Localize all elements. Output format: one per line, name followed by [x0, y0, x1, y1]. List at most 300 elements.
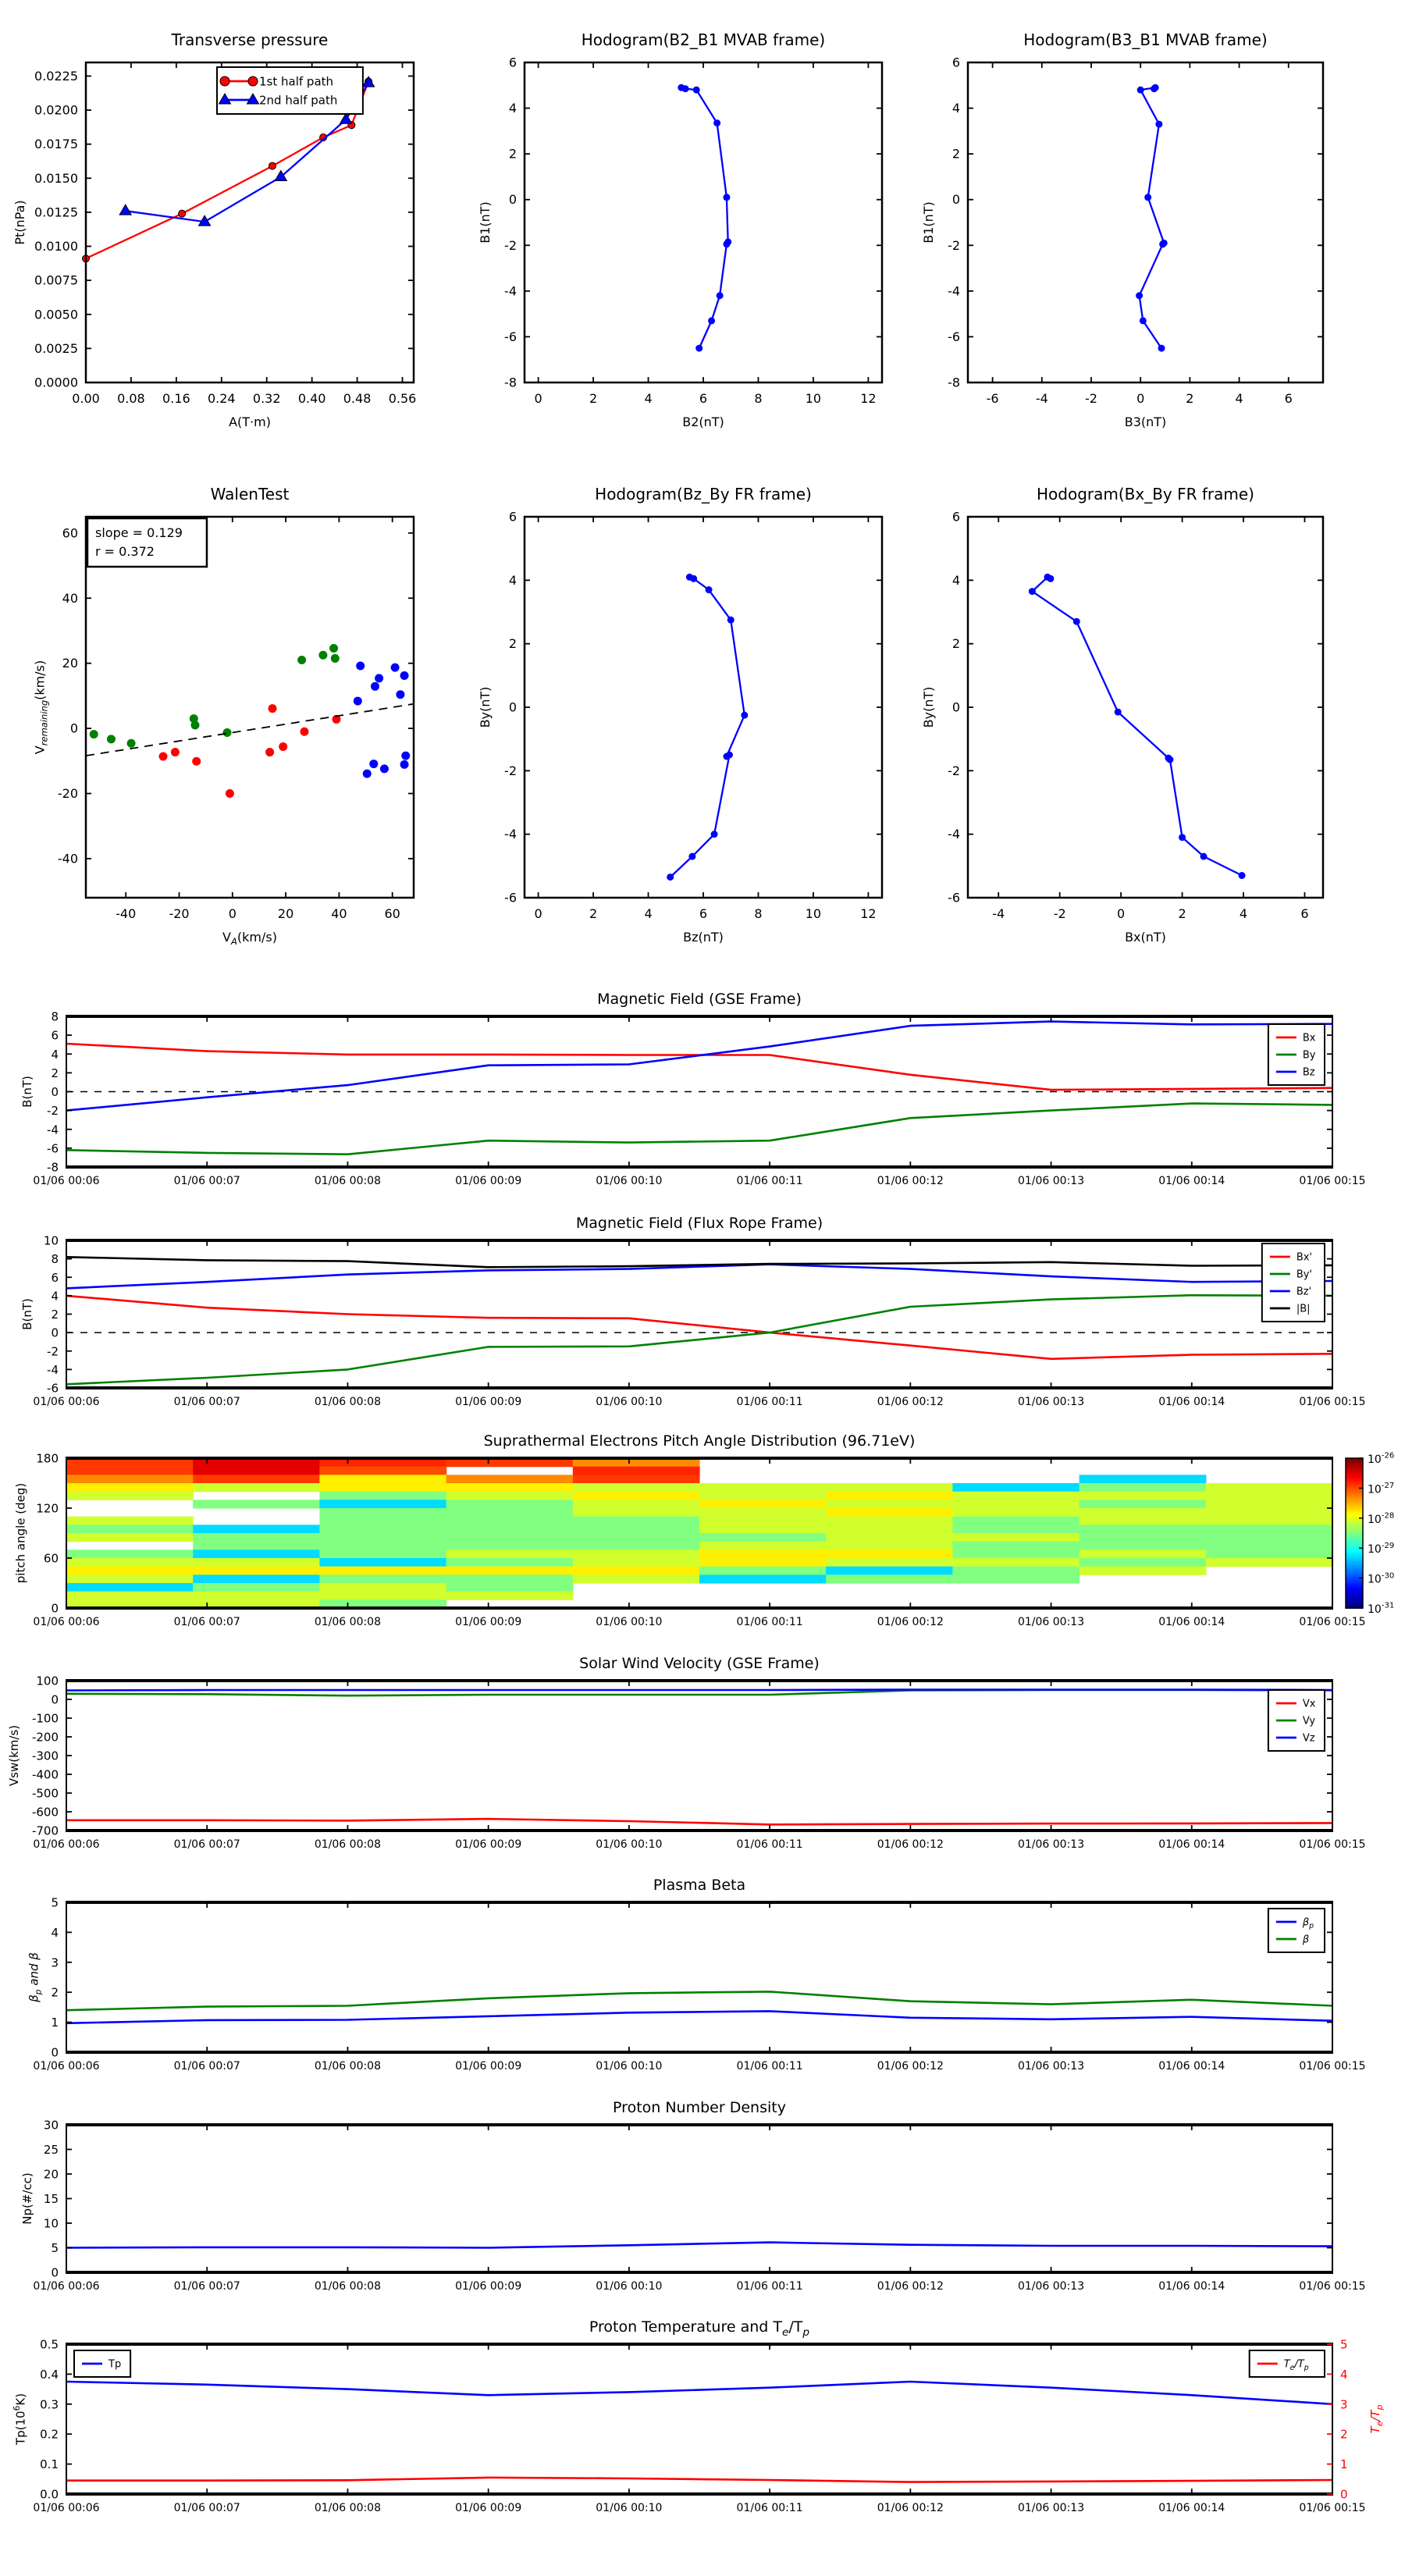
svg-text:Bx': Bx'	[1296, 1251, 1313, 1264]
x-tick-label: 6	[699, 906, 708, 921]
x-tick-label: 0	[1136, 391, 1145, 406]
x-axis-label: Bz(nT)	[683, 930, 724, 945]
y-tick-label: 5	[51, 2241, 59, 2255]
y-tick-label: -8	[47, 1160, 59, 1175]
y-tick-label: 60	[62, 525, 78, 541]
x-tick-label: 0.16	[162, 391, 190, 406]
y-tick-label: 6	[951, 55, 960, 70]
x-tick-label: 01/06 00:06	[33, 2280, 100, 2293]
y-axis-label: By(nT)	[921, 686, 936, 728]
y-tick-label: -6	[504, 329, 517, 344]
y-tick-label: 5	[51, 1895, 59, 1910]
y-axis-label: Vsw(km/s)	[7, 1724, 21, 1787]
x-tick-label: 01/06 00:07	[173, 2280, 240, 2293]
right-y-tick-label: 3	[1340, 2397, 1348, 2412]
walen-test-plot	[8, 459, 461, 966]
x-tick-label: 12	[860, 906, 877, 921]
x-tick-label: 01/06 00:14	[1158, 1396, 1225, 1408]
x-tick-label: -6	[986, 391, 999, 406]
x-tick-label: 6	[699, 391, 708, 406]
y-tick-label: 4	[51, 1289, 59, 1304]
y-tick-label: -40	[57, 851, 78, 866]
temp-svg	[0, 2304, 1405, 2553]
x-tick-label: 01/06 00:08	[314, 1616, 382, 1628]
x-tick-label: 01/06 00:08	[314, 1838, 382, 1851]
transverse-pressure-plot	[8, 8, 461, 454]
y-axis-label: B1(nT)	[921, 201, 936, 244]
y-tick-label: -8	[948, 375, 960, 390]
y-tick-label: -6	[47, 1381, 59, 1396]
y-tick-label: 0	[508, 192, 517, 208]
beta-svg	[0, 1862, 1405, 2082]
x-tick-label: 01/06 00:06	[33, 2502, 100, 2514]
legend	[1250, 2350, 1325, 2377]
x-tick-label: 01/06 00:15	[1299, 1838, 1366, 1851]
x-tick-label: 01/06 00:15	[1299, 1396, 1366, 1408]
legend	[74, 2350, 130, 2377]
x-tick-label: 01/06 00:10	[596, 2502, 663, 2514]
y-tick-label: 4	[951, 572, 960, 588]
y-tick-label: -200	[31, 1730, 59, 1745]
x-tick-label: 01/06 00:13	[1017, 2060, 1085, 2073]
x-tick-label: 01/06 00:12	[877, 1396, 944, 1408]
y-tick-label: 8	[51, 1252, 59, 1267]
series-Bx	[66, 1044, 1332, 1090]
x-tick-label: 01/06 00:11	[736, 1396, 803, 1408]
x-tick-label: 01/06 00:06	[33, 1396, 100, 1408]
x-tick-label: 01/06 00:11	[736, 1616, 803, 1628]
x-tick-label: 8	[754, 391, 763, 406]
svg-text:1st half path: 1st half path	[259, 74, 334, 89]
colorbar-tick-label: $10^{-28}$	[1368, 1511, 1395, 1526]
x-tick-label: 0.24	[207, 391, 236, 406]
legend	[1262, 1244, 1325, 1322]
x-tick-label: 4	[1235, 391, 1243, 406]
y-axis-label: B(nT)	[20, 1298, 34, 1330]
series-Te/Tp	[66, 2478, 1332, 2482]
x-tick-label: -4	[992, 906, 1005, 921]
y-tick-label: 0.0175	[34, 137, 78, 152]
y-tick-label: 4	[508, 572, 517, 588]
y-tick-label: 100	[36, 1674, 59, 1688]
x-tick-label: 6	[1284, 391, 1293, 406]
x-tick-label: 01/06 00:12	[877, 1616, 944, 1628]
x-tick-label: 01/06 00:09	[455, 1175, 522, 1187]
svg-text:Vz: Vz	[1302, 1732, 1315, 1745]
x-tick-label: 01/06 00:09	[455, 1616, 522, 1628]
y-axis-label: By(nT)	[478, 686, 493, 728]
annotation-box	[87, 518, 207, 567]
right-y-tick-label: 2	[1340, 2427, 1348, 2442]
x-axis-label: $V_A(km/s)$	[222, 930, 277, 947]
x-tick-label: 0.56	[388, 391, 417, 406]
right-y-axis-label: $T_e/T_p$	[1368, 2404, 1385, 2434]
x-axis-label: B3(nT)	[1124, 415, 1167, 429]
y-tick-label: 8	[51, 1009, 59, 1024]
svg-text:By: By	[1302, 1049, 1316, 1062]
y-tick-label: -4	[504, 283, 517, 299]
chart-title: Hodogram(B2_B1 MVAB frame)	[581, 30, 826, 49]
y-tick-label: 0.0025	[34, 340, 78, 356]
y-tick-label: 15	[43, 2192, 59, 2206]
chart-title: Solar Wind Velocity (GSE Frame)	[579, 1655, 820, 1672]
y-tick-label: 1	[51, 2016, 59, 2030]
x-tick-label: 01/06 00:14	[1158, 1175, 1225, 1187]
y-axis-label: Np(#/cc)	[20, 2172, 34, 2225]
transverse_pressure-svg	[8, 8, 461, 454]
legend	[217, 67, 363, 114]
x-tick-label: 01/06 00:14	[1158, 2502, 1225, 2514]
y-tick-label: 60	[43, 1551, 59, 1566]
x-tick-label: 4	[644, 391, 653, 406]
x-tick-label: 01/06 00:08	[314, 1396, 382, 1408]
x-tick-label: 01/06 00:13	[1017, 1396, 1085, 1408]
y-tick-label: 0.0075	[34, 272, 78, 288]
x-tick-label: 4	[644, 906, 653, 921]
y-tick-label: -2	[948, 237, 960, 253]
series-fit	[86, 704, 414, 756]
x-tick-label: 01/06 00:07	[173, 1175, 240, 1187]
y-tick-label: 0	[51, 2045, 59, 2060]
x-tick-label: 01/06 00:12	[877, 2502, 944, 2514]
y-tick-label: 6	[508, 509, 517, 525]
x-tick-label: 2	[1178, 906, 1186, 921]
velocity-svg	[0, 1640, 1405, 1860]
series-By	[66, 1104, 1332, 1155]
x-tick-label: 0.48	[343, 391, 372, 406]
x-tick-label: 01/06 00:10	[596, 2280, 663, 2293]
series-|B|	[66, 1257, 1332, 1267]
x-tick-label: 01/06 00:07	[173, 1396, 240, 1408]
series-B3_B1	[1136, 84, 1168, 352]
y-tick-label: -8	[504, 375, 517, 390]
y-tick-label: 2	[51, 1308, 59, 1322]
right-y-tick-label: 4	[1340, 2367, 1348, 2382]
x-tick-label: 01/06 00:15	[1299, 2280, 1366, 2293]
y-tick-label: 6	[508, 55, 517, 70]
x-tick-label: 0.32	[252, 391, 281, 406]
x-tick-label: -2	[1053, 906, 1066, 921]
y-tick-label: 4	[508, 101, 517, 116]
x-tick-label: -40	[116, 906, 137, 921]
hodogram_bzby-svg	[437, 459, 905, 966]
pitch-angle-distribution-panel	[0, 1418, 1405, 1638]
y-tick-label: 0.0100	[34, 239, 78, 254]
x-tick-label: 01/06 00:10	[596, 1838, 663, 1851]
svg-text:2nd half path: 2nd half path	[259, 93, 338, 108]
chart-title: Suprathermal Electrons Pitch Angle Distribution (96.71eV)	[483, 1432, 916, 1450]
y-tick-label: 2	[51, 1985, 59, 2000]
y-tick-label: 0	[51, 2265, 59, 2280]
x-tick-label: 8	[754, 906, 763, 921]
y-tick-label: 20	[62, 656, 78, 671]
x-tick-label: 01/06 00:14	[1158, 2280, 1225, 2293]
series-Tp	[66, 2382, 1332, 2404]
y-axis-label: $Tp(10^6K)$	[11, 2393, 28, 2446]
heatmap-cells	[66, 1458, 1333, 1609]
colorbar-tick-label: $10^{-31}$	[1368, 1601, 1395, 1616]
x-tick-label: 0	[534, 391, 542, 406]
y-tick-label: 0.0	[40, 2487, 59, 2502]
x-axis-label: A(T·m)	[229, 415, 271, 429]
svg-text:Bz: Bz	[1302, 1066, 1315, 1079]
svg-text:|B|: |B|	[1296, 1303, 1311, 1315]
x-tick-label: 01/06 00:13	[1017, 1175, 1085, 1187]
y-tick-label: -4	[47, 1362, 59, 1377]
y-tick-label: -4	[47, 1123, 59, 1137]
legend	[1268, 1690, 1325, 1751]
series-beta_p	[66, 2011, 1332, 2023]
y-tick-label: 180	[36, 1451, 59, 1466]
colorbar-tick-label: $10^{-27}$	[1368, 1482, 1395, 1496]
x-tick-label: 01/06 00:08	[314, 2060, 382, 2073]
x-tick-label: 01/06 00:11	[736, 2280, 803, 2293]
chart-title: Proton Temperature and $T_e/T_p$	[589, 2318, 810, 2339]
y-tick-label: -6	[47, 1141, 59, 1156]
y-tick-label: 0.0200	[34, 102, 78, 118]
y-tick-label: 2	[951, 146, 960, 162]
series-Bz	[66, 1022, 1332, 1111]
x-tick-label: 01/06 00:11	[736, 2060, 803, 2073]
y-tick-label: -4	[948, 827, 960, 842]
x-tick-label: 10	[805, 391, 822, 406]
y-tick-label: -600	[31, 1805, 59, 1820]
series-Bz'	[66, 1265, 1332, 1289]
y-tick-label: 0	[508, 699, 517, 715]
chart-title: Magnetic Field (Flux Rope Frame)	[575, 1215, 823, 1232]
x-tick-label: 4	[1239, 906, 1248, 921]
y-tick-label: 0.2	[40, 2427, 59, 2442]
right-y-tick-label: 1	[1340, 2457, 1348, 2472]
y-tick-label: 6	[51, 1270, 59, 1285]
y-tick-label: -6	[948, 890, 960, 906]
y-tick-label: 4	[951, 101, 960, 116]
x-tick-label: 0.00	[72, 391, 100, 406]
series-B2_B1	[678, 84, 731, 352]
x-tick-label: 01/06 00:11	[736, 2502, 803, 2514]
chart-title: Hodogram(Bz_By FR frame)	[595, 485, 812, 503]
y-tick-label: -2	[47, 1104, 59, 1119]
x-tick-label: 01/06 00:12	[877, 1175, 944, 1187]
y-tick-label: -500	[31, 1786, 59, 1801]
svg-text:β: β	[1302, 1934, 1310, 1946]
y-axis-label: $\beta_p$ and β	[27, 1952, 44, 2002]
y-axis-label: B(nT)	[20, 1076, 34, 1108]
x-tick-label: 40	[331, 906, 347, 921]
svg-text:βp: $\beta_p$	[1302, 1916, 1314, 1930]
x-tick-label: 01/06 00:14	[1158, 1838, 1225, 1851]
x-tick-label: 01/06 00:07	[173, 2502, 240, 2514]
proton-temperature-panel	[0, 2304, 1405, 2553]
right-y-tick-label: 0	[1340, 2487, 1348, 2502]
y-axis-label: B1(nT)	[478, 201, 493, 244]
y-tick-label: -2	[504, 763, 517, 778]
svg-text:Bx: Bx	[1302, 1032, 1316, 1044]
x-tick-label: 01/06 00:15	[1299, 2502, 1366, 2514]
x-tick-label: 01/06 00:09	[455, 2280, 522, 2293]
svg-text:By': By'	[1296, 1268, 1313, 1281]
chart-title: Plasma Beta	[653, 1877, 746, 1894]
x-tick-label: 20	[277, 906, 294, 921]
y-tick-label: 4	[51, 1047, 59, 1062]
chart-title: Proton Number Density	[613, 2099, 786, 2116]
y-tick-label: 10	[43, 2216, 59, 2231]
series-By'	[66, 1295, 1332, 1384]
y-tick-label: 0.0000	[34, 375, 78, 390]
hodogram_b3b1-svg	[882, 8, 1382, 454]
x-tick-label: -2	[1085, 391, 1097, 406]
chart-title: Hodogram(B3_B1 MVAB frame)	[1023, 30, 1268, 49]
walen_test-svg	[8, 459, 461, 966]
y-tick-label: 6	[51, 1028, 59, 1043]
x-tick-label: 6	[1300, 906, 1309, 921]
x-tick-label: 01/06 00:08	[314, 2502, 382, 2514]
x-tick-label: 01/06 00:13	[1017, 2502, 1085, 2514]
y-tick-label: 0.4	[40, 2367, 59, 2382]
y-axis-label: $V_{remaining}(km/s)$	[32, 660, 50, 755]
colorbar-tick-label: $10^{-26}$	[1368, 1451, 1395, 1466]
annotation-line: slope = 0.129	[95, 525, 183, 540]
x-tick-label: 2	[1186, 391, 1194, 406]
y-tick-label: 10	[43, 1233, 59, 1248]
right-y-tick-label: 5	[1340, 2337, 1348, 2352]
y-tick-label: 0	[51, 1085, 59, 1099]
x-tick-label: 01/06 00:09	[455, 2502, 522, 2514]
y-tick-label: 6	[951, 509, 960, 525]
x-tick-label: 01/06 00:10	[596, 1175, 663, 1187]
chart-title: Transverse pressure	[171, 30, 329, 49]
y-tick-label: 0.0125	[34, 205, 78, 220]
legend	[1268, 1909, 1325, 1952]
y-tick-label: 0.0050	[34, 307, 78, 322]
svg-text:Tp: Tp	[108, 2358, 122, 2371]
x-tick-label: 0.40	[297, 391, 326, 406]
x-tick-label: 01/06 00:07	[173, 1616, 240, 1628]
x-tick-label: 01/06 00:09	[455, 2060, 522, 2073]
x-tick-label: 0	[1117, 906, 1126, 921]
mag_gse-svg	[0, 976, 1405, 1196]
x-tick-label: 01/06 00:09	[455, 1396, 522, 1408]
y-tick-label: -6	[948, 329, 960, 344]
y-tick-label: 2	[51, 1066, 59, 1080]
hodogram-b3-b1-plot	[882, 8, 1382, 454]
chart-title: Hodogram(Bx_By FR frame)	[1036, 485, 1255, 503]
x-tick-label: 01/06 00:11	[736, 1175, 803, 1187]
x-tick-label: 01/06 00:13	[1017, 1616, 1085, 1628]
chart-title: WalenTest	[210, 485, 290, 503]
x-axis-label: Bx(nT)	[1125, 930, 1166, 945]
y-tick-label: -6	[504, 890, 517, 906]
series-Np	[66, 2243, 1332, 2248]
x-tick-label: 01/06 00:13	[1017, 1838, 1085, 1851]
x-tick-label: 0.08	[117, 391, 145, 406]
x-tick-label: 60	[384, 906, 400, 921]
density-svg	[0, 2084, 1405, 2301]
y-tick-label: 0.0225	[34, 68, 78, 84]
x-tick-label: 01/06 00:15	[1299, 1175, 1366, 1187]
chart-title: Magnetic Field (GSE Frame)	[597, 991, 802, 1008]
y-tick-label: 120	[36, 1501, 59, 1516]
series-Bx'	[66, 1296, 1332, 1359]
x-axis-label: B2(nT)	[682, 415, 724, 429]
y-axis-label: pitch angle (deg)	[13, 1482, 28, 1584]
y-tick-label: -100	[31, 1711, 59, 1726]
y-tick-label: 25	[43, 2143, 59, 2157]
x-tick-label: 01/06 00:11	[736, 1838, 803, 1851]
x-tick-label: 01/06 00:07	[173, 2060, 240, 2073]
y-tick-label: -700	[31, 1823, 59, 1838]
colorbar-tick-label: $10^{-30}$	[1368, 1571, 1395, 1586]
y-tick-label: 40	[62, 590, 78, 606]
y-tick-label: -20	[57, 786, 78, 802]
y-tick-label: -300	[31, 1749, 59, 1763]
mag_fr-svg	[0, 1200, 1405, 1417]
x-tick-label: 01/06 00:06	[33, 1616, 100, 1628]
y-tick-label: -2	[948, 763, 960, 778]
x-tick-label: 01/06 00:08	[314, 1175, 382, 1187]
solar-wind-velocity-panel	[0, 1640, 1405, 1860]
y-tick-label: 0	[51, 1325, 59, 1340]
x-tick-label: -4	[1035, 391, 1048, 406]
x-tick-label: 01/06 00:06	[33, 2060, 100, 2073]
y-tick-label: 0	[69, 720, 78, 736]
x-tick-label: 01/06 00:15	[1299, 2060, 1366, 2073]
y-tick-label: 2	[508, 636, 517, 652]
y-tick-label: 0	[951, 192, 960, 208]
plasma-beta-panel	[0, 1862, 1405, 2082]
series-Bz_By	[667, 574, 748, 881]
magnetic-field-gse-panel	[0, 976, 1405, 1196]
y-tick-label: 2	[508, 146, 517, 162]
y-tick-label: -4	[504, 827, 517, 842]
x-tick-label: 10	[805, 906, 822, 921]
y-tick-label: -2	[47, 1344, 59, 1359]
series-Bx_By	[1029, 574, 1246, 879]
x-tick-label: 01/06 00:08	[314, 2280, 382, 2293]
x-tick-label: 2	[589, 391, 598, 406]
y-tick-label: 0.3	[40, 2397, 59, 2412]
x-tick-label: 01/06 00:10	[596, 1616, 663, 1628]
y-tick-label: 4	[51, 1925, 59, 1940]
x-tick-label: -20	[169, 906, 190, 921]
colorbar-tick-label: $10^{-29}$	[1368, 1541, 1395, 1557]
x-tick-label: 01/06 00:12	[877, 2060, 944, 2073]
y-tick-label: 30	[43, 2118, 59, 2133]
y-tick-label: 0	[951, 699, 960, 715]
x-tick-label: 01/06 00:12	[877, 1838, 944, 1851]
pad-svg	[0, 1418, 1405, 1638]
x-tick-label: 0	[534, 906, 542, 921]
x-tick-label: 12	[860, 391, 877, 406]
svg-text:Vy: Vy	[1302, 1715, 1316, 1727]
svg-text:Bz': Bz'	[1296, 1286, 1312, 1298]
hodogram-bx-by-plot	[882, 459, 1382, 966]
x-tick-label: 01/06 00:13	[1017, 2280, 1085, 2293]
y-axis-label: Pt(nPa)	[12, 200, 27, 245]
x-tick-label: 01/06 00:15	[1299, 1616, 1366, 1628]
hodogram_bxby-svg	[882, 459, 1382, 966]
colorbar	[1346, 1452, 1394, 1616]
x-tick-label: 0	[228, 906, 237, 921]
x-tick-label: 01/06 00:09	[455, 1838, 522, 1851]
x-tick-label: 2	[589, 906, 598, 921]
y-tick-label: 20	[43, 2167, 59, 2182]
y-tick-label: 0	[51, 1601, 59, 1616]
hodogram_b2b1-svg	[437, 8, 905, 454]
series-group3	[354, 662, 410, 778]
x-tick-label: 01/06 00:10	[596, 1396, 663, 1408]
x-tick-label: 01/06 00:14	[1158, 1616, 1225, 1628]
